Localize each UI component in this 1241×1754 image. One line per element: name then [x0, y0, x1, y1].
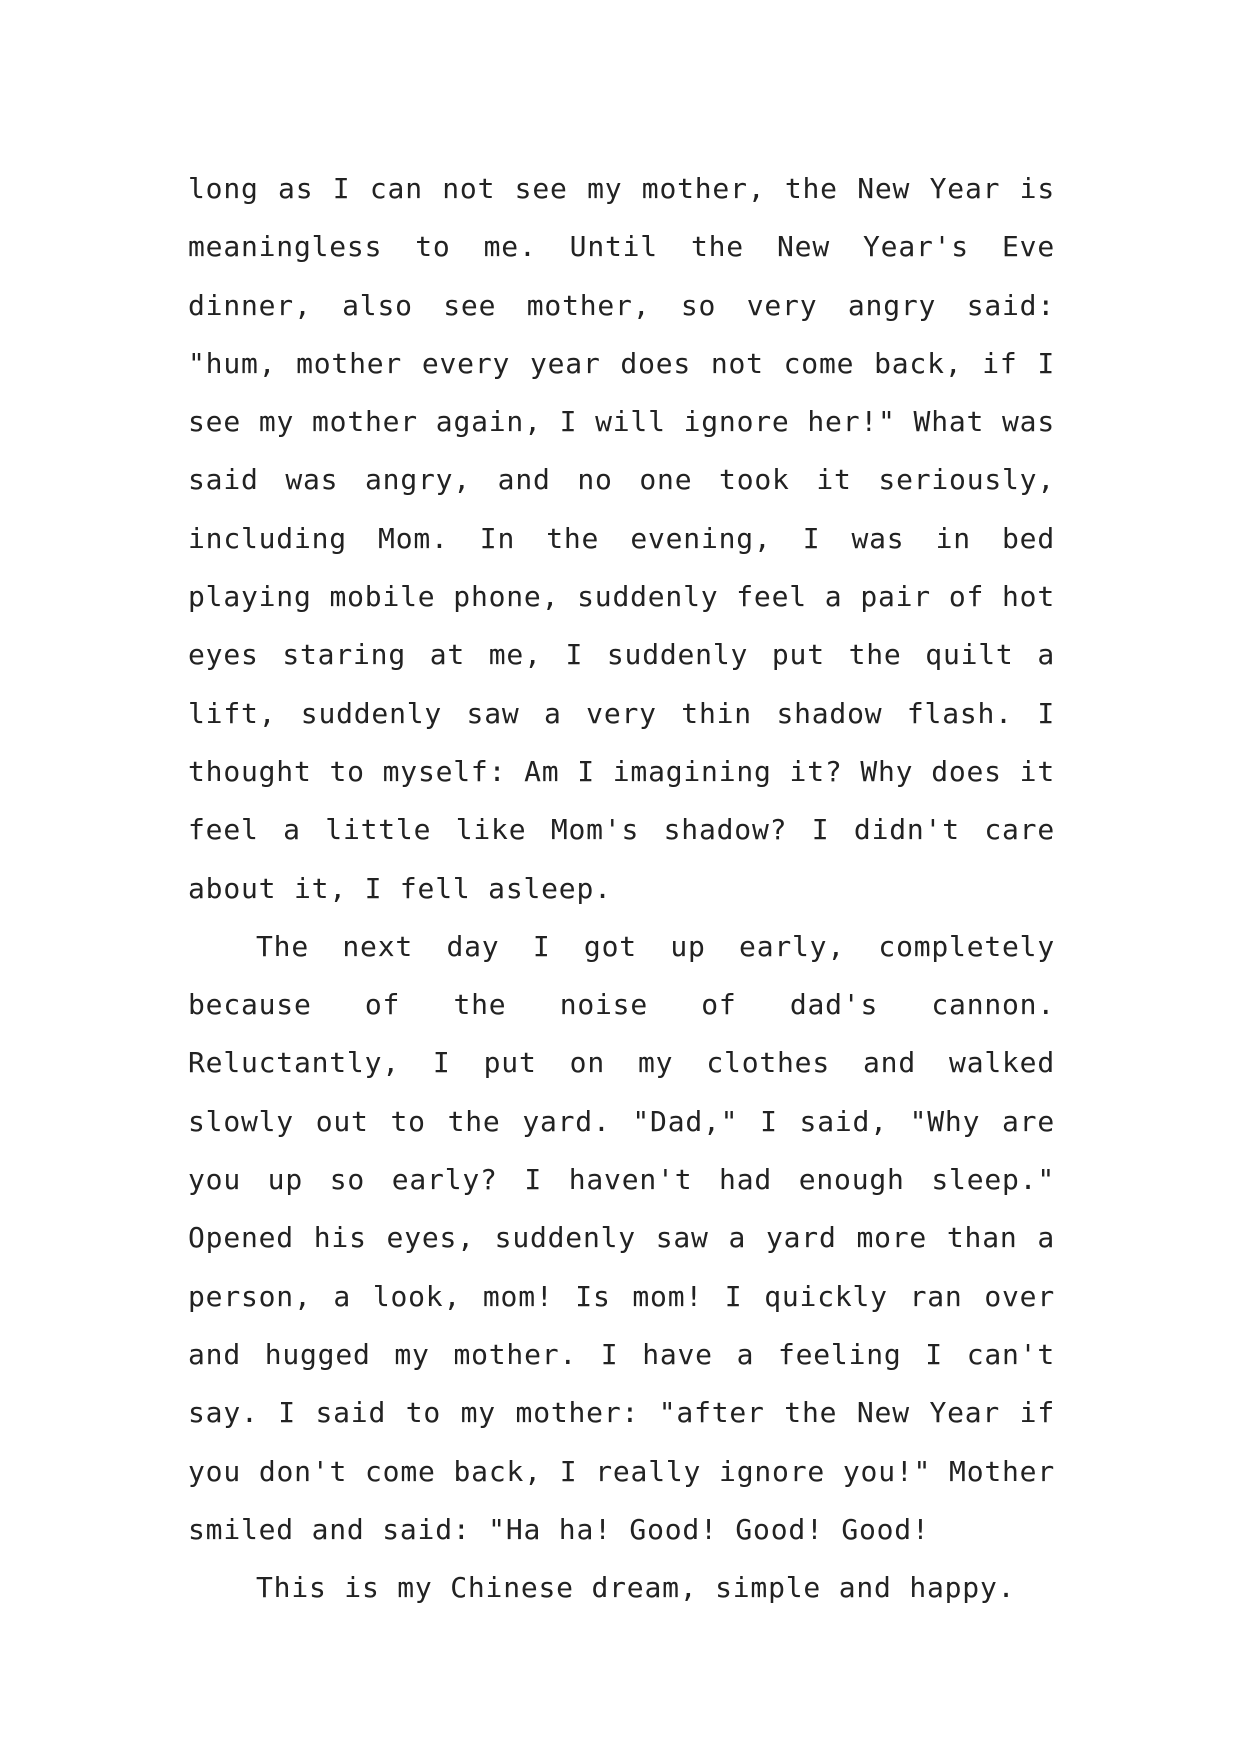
- paragraph-3: This is my Chinese dream, simple and happy.: [256, 1571, 1016, 1605]
- paragraph-2: The next day I got up early, completely because of the noise of dad's cannon. Reluctantly, I put on my clothes and walked slowly out to the yard. "Dad," I said, "Why are you up so early? I haven't had enough sleep." Opened his eyes, suddenly saw a yard more than a person, a look, mom! Is mom! I quickly ran over and hugged my mother. I have a feeling I can't say. I said to my mother: "after the New Year if you don't come back, I really ignore you!" Mother smiled and said: "Ha ha! Good! Good! Good!: [188, 929, 1055, 1546]
- paragraph-1: long as I can not see my mother, the New Year is meaningless to me. Until the New Year's Eve dinner, also see mother, so very angry said: "hum, mother every year does not come back, if I see my mother again, I will ignore her!" What was said was angry, and no one took it seriously, including Mom. In the evening, I was in bed playing mobile phone, suddenly feel a pair of hot eyes staring at me, I suddenly put the quilt a lift, suddenly saw a very thin shadow flash. I thought to myself: Am I imagining it? Why does it feel a little like Mom's shadow? I didn't care about it, I fell asleep.: [188, 172, 1055, 905]
- document-body: [188, 160, 1055, 1617]
